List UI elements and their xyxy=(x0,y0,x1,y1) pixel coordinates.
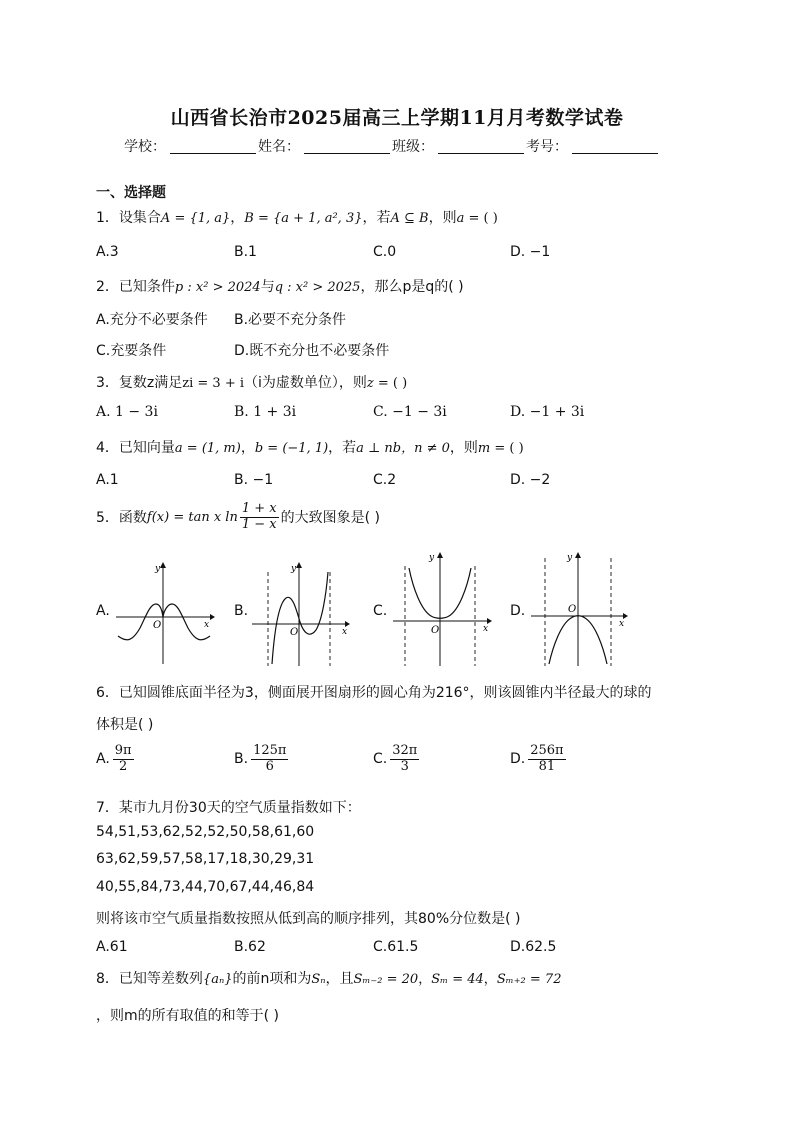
q7-data-row-2: 63,62,59,57,58,17,18,30,29,31 xyxy=(96,851,315,867)
q6-option-d-fraction xyxy=(528,744,565,775)
q5-prefix: 5．函数 xyxy=(96,510,147,527)
q6-option-b-letter: B. xyxy=(234,751,249,768)
q6-option-a[interactable] xyxy=(96,744,134,775)
q2-option-a[interactable]: A.充分不必要条件 xyxy=(96,312,208,328)
q7-data-row-1: 54,51,53,62,52,52,50,58,61,60 xyxy=(96,824,315,840)
y-axis-arrow-icon xyxy=(437,552,443,558)
question-3 xyxy=(96,372,407,392)
q6-option-b[interactable] xyxy=(234,744,288,775)
q1-mid: ，若 xyxy=(362,210,391,226)
q6-option-c[interactable] xyxy=(373,744,419,775)
x-axis-label: x xyxy=(204,620,210,630)
q8-condition-3: Sₘ₊₂ = 72 xyxy=(496,972,562,987)
question-6-line-2: 体积是( ) xyxy=(96,717,154,733)
q3-option-b[interactable]: B. 1 + 3i xyxy=(234,404,297,420)
q4-option-b[interactable]: B. −1 xyxy=(234,472,274,488)
name-blank[interactable] xyxy=(304,139,390,154)
q5-graph-a[interactable] xyxy=(112,556,216,668)
q5-graph-b[interactable] xyxy=(250,556,354,668)
y-axis-label: y xyxy=(155,564,161,574)
q4-option-c[interactable]: C.2 xyxy=(373,472,397,488)
q3-var: z xyxy=(366,376,374,391)
q6-option-c-num: 32π xyxy=(392,743,418,758)
q6-option-a-fraction xyxy=(113,744,134,775)
x-axis-arrow-icon xyxy=(210,614,215,620)
q5-end: 的大致图象是( ) xyxy=(280,510,380,527)
question-8-line-2: ，则m的所有取值的和等于( ) xyxy=(96,1008,280,1024)
question-8-line-1: 8．已知等差数列{aₙ}的前n项和为Sₙ，且Sₘ₋₂ = 20，Sₘ = 44，Sₘ₊₂ = 72 xyxy=(96,971,562,987)
x-axis-label: x xyxy=(342,627,348,637)
q3-end: = ( ) xyxy=(373,376,408,391)
exam-number-label: 考号： xyxy=(526,139,568,155)
q6-option-d-num: 256π xyxy=(530,743,564,758)
q4-option-d[interactable]: D. −2 xyxy=(510,472,551,488)
question-1 xyxy=(96,207,498,227)
q7-option-c[interactable]: C.61.5 xyxy=(373,939,419,955)
q4-condition-2: ，n ≠ 0 xyxy=(401,441,450,456)
origin-label: O xyxy=(431,625,440,636)
q1-set-a: A = {1, a} xyxy=(160,211,231,226)
question-4 xyxy=(96,437,524,457)
q6-option-a-num: 9π xyxy=(114,743,132,758)
x-axis-label: x xyxy=(619,619,625,629)
q4-var: m xyxy=(477,441,491,456)
q3-option-a[interactable]: A. 1 − 3i xyxy=(96,404,158,420)
q8-sequence: {aₙ} xyxy=(202,972,233,987)
y-axis-arrow-icon xyxy=(296,562,302,568)
question-2 xyxy=(96,276,464,296)
q2-option-d[interactable]: D.既不充分也不必要条件 xyxy=(234,343,390,359)
q6-option-d-letter: D. xyxy=(510,751,526,768)
page-title: 山西省长治市2025届高三上学期11月月考数学试卷 xyxy=(170,107,624,129)
y-axis-label: y xyxy=(291,564,297,574)
q1-sep: ， xyxy=(230,210,245,226)
q1-end: = ( ) xyxy=(464,211,498,226)
q5-graph-c[interactable] xyxy=(391,550,495,668)
q5-function: f(x) = tan x ln xyxy=(146,509,238,525)
q5-fraction xyxy=(240,502,279,533)
q6-option-d-den: 81 xyxy=(538,758,556,774)
class-label: 班级： xyxy=(392,139,434,155)
q1-set-b: B = {a + 1, a², 3} xyxy=(244,211,363,226)
q1-end-pre: ，则 xyxy=(428,210,457,226)
q3-equation: zi = 3 + i xyxy=(182,376,245,391)
q5-option-a[interactable]: A. xyxy=(96,603,110,619)
curve-b xyxy=(272,572,328,664)
q3-option-d[interactable]: D. −1 + 3i xyxy=(510,404,585,420)
question-7-line-1: 7．某市九月份30天的空气质量指数如下： xyxy=(96,800,361,816)
origin-label: O xyxy=(153,620,162,631)
q8-mid: 的前n项和为 xyxy=(232,971,312,987)
student-info-row xyxy=(124,136,660,156)
q6-option-b-den: 6 xyxy=(265,758,274,774)
origin-label: O xyxy=(290,627,299,638)
q5-option-b[interactable]: B. xyxy=(234,603,249,619)
q1-option-c[interactable]: C.0 xyxy=(373,244,397,260)
q7-option-b[interactable]: B.62 xyxy=(234,939,266,955)
q2-option-c[interactable]: C.充要条件 xyxy=(96,343,167,359)
q1-condition: A ⊆ B xyxy=(390,211,429,226)
q1-var: a xyxy=(456,211,465,226)
q6-option-c-den: 3 xyxy=(400,758,409,774)
q2-mid: 与 xyxy=(260,279,275,295)
exam-number-blank[interactable] xyxy=(572,139,658,154)
q4-end-pre: ，则 xyxy=(449,440,478,456)
school-blank[interactable] xyxy=(170,139,256,154)
q6-option-d[interactable] xyxy=(510,744,566,775)
name-label: 姓名： xyxy=(258,139,300,155)
q2-condition-p: p : x² > 2024 xyxy=(174,280,261,295)
q4-vector-a: a = (1, m) xyxy=(174,441,241,456)
q7-data-row-3: 40,55,84,73,44,70,67,44,46,84 xyxy=(96,879,315,895)
q5-option-c[interactable]: C. xyxy=(373,603,388,619)
q4-sep: ， xyxy=(240,440,255,456)
x-axis-label: x xyxy=(483,624,489,634)
question-7-line-2: 则将该市空气质量指数按照从低到高的顺序排列，其80%分位数是( ) xyxy=(96,911,521,927)
q8-sn: Sₙ xyxy=(311,972,326,987)
q2-end: ，那么p是q的( ) xyxy=(360,279,464,295)
class-blank[interactable] xyxy=(438,139,524,154)
y-axis-label: y xyxy=(567,553,573,563)
q3-option-c[interactable]: C. −1 − 3i xyxy=(373,404,447,420)
q3-prefix: 3．复数z满足 xyxy=(96,375,183,391)
q1-option-d[interactable]: D. −1 xyxy=(510,244,551,260)
q4-vector-b: b = (−1, 1) xyxy=(254,441,329,456)
school-label: 学校： xyxy=(124,139,166,155)
question-6-line-1: 6．已知圆锥底面半径为3，侧面展开图扇形的圆心角为216°，则该圆锥内半径最大的球的 xyxy=(96,685,652,701)
q8-cond-pre: ，且 xyxy=(325,971,354,987)
q1-prefix: 1．设集合 xyxy=(96,210,161,226)
q3-mid: （i为虚数单位），则 xyxy=(244,375,367,391)
question-5 xyxy=(96,502,380,533)
q6-option-c-letter: C. xyxy=(373,751,388,768)
q6-option-b-fraction xyxy=(251,744,288,775)
y-axis-arrow-icon xyxy=(160,562,166,568)
q4-prefix: 4．已知向量 xyxy=(96,440,175,456)
q4-condition: a ⊥ nb xyxy=(356,441,402,456)
section-heading: 一、选择题 xyxy=(96,185,166,201)
q7-option-d[interactable]: D.62.5 xyxy=(510,939,557,955)
q1-option-b[interactable]: B.1 xyxy=(234,244,257,260)
q5-option-d[interactable]: D. xyxy=(510,603,526,619)
q6-option-c-fraction xyxy=(390,744,419,775)
q8-condition-2: Sₘ = 44 xyxy=(431,972,484,987)
q2-prefix: 2．已知条件 xyxy=(96,279,175,295)
q4-end: = ( ) xyxy=(490,441,524,456)
q4-option-a[interactable]: A.1 xyxy=(96,472,119,488)
q8-condition-1: Sₘ₋₂ = 20 xyxy=(353,972,419,987)
q1-option-a[interactable]: A.3 xyxy=(96,244,119,260)
q8-prefix: 8．已知等差数列 xyxy=(96,971,203,987)
q6-option-b-num: 125π xyxy=(253,743,287,758)
q4-mid: ，若 xyxy=(328,440,357,456)
y-axis-arrow-icon xyxy=(575,552,581,558)
q2-option-b[interactable]: B.必要不充分条件 xyxy=(234,312,347,328)
q6-option-a-den: 2 xyxy=(119,758,128,774)
q5-graph-d[interactable] xyxy=(529,550,633,668)
q5-fraction-num: 1 + x xyxy=(241,501,277,516)
q6-option-a-letter: A. xyxy=(96,751,110,768)
origin-label: O xyxy=(568,604,577,615)
q2-condition-q: q : x² > 2025 xyxy=(274,280,361,295)
q7-option-a[interactable]: A.61 xyxy=(96,939,128,955)
y-axis-label: y xyxy=(429,553,435,563)
q5-fraction-den: 1 − x xyxy=(241,516,277,532)
curve-a xyxy=(118,604,210,640)
